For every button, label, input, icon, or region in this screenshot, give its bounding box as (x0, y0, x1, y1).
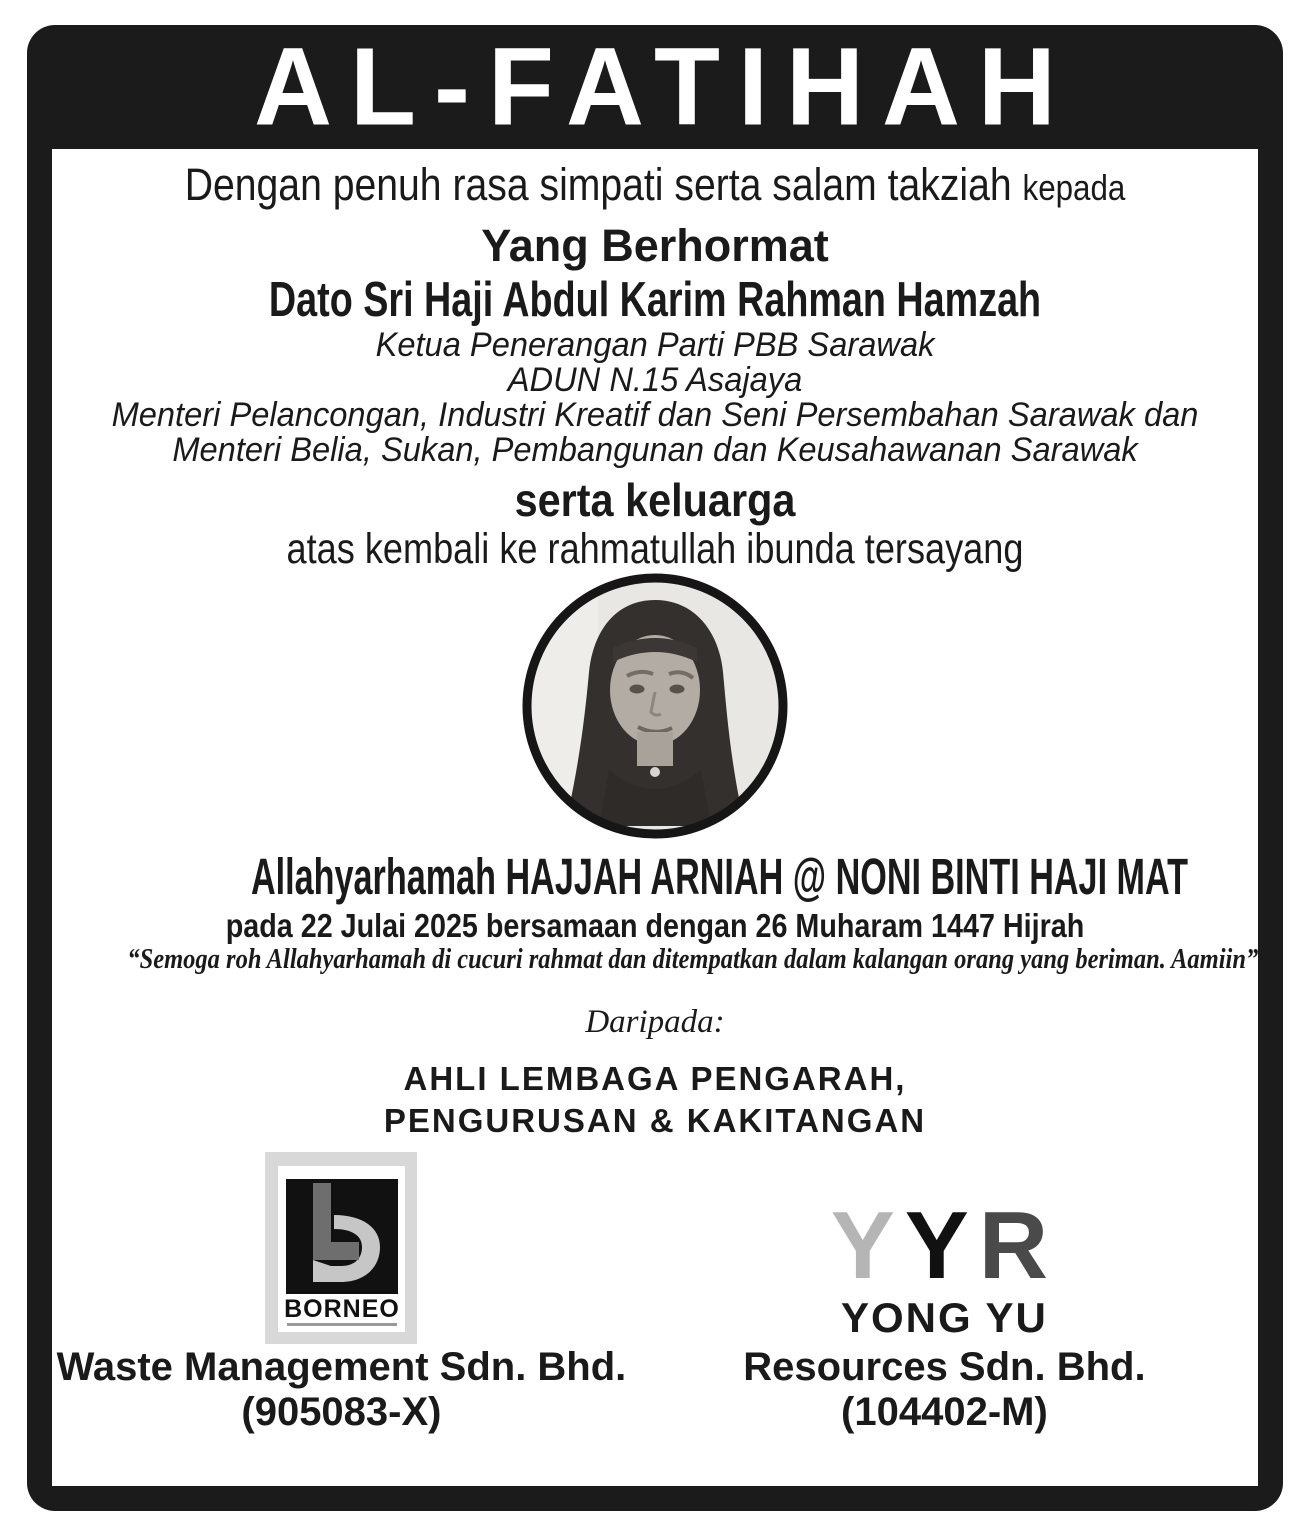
yyr-letter-y1: Y (830, 1192, 905, 1299)
occasion-line: atas kembali ke rahmatullah ibunda tersayang (286, 525, 1024, 573)
yyr-letter-y2: Y (904, 1192, 979, 1299)
yyr-logo-subtitle: YONG YU (840, 1294, 1048, 1341)
company-left-registration: (905083-X) (241, 1390, 442, 1434)
borneo-logo-text: BORNEO (284, 1295, 401, 1323)
company-right-registration: (104402-M) (841, 1390, 1048, 1434)
from-label: Daripada: (585, 1004, 725, 1040)
company-left-column (52, 1152, 631, 1434)
borneo-logo (265, 1152, 417, 1344)
deceased-portrait (519, 570, 791, 842)
prayer-line: “Semoga roh Allahyarhamah di cucuri rahmat dan ditempatkan dalam kalangan orang yang beriman. Aamiin” (127, 944, 1258, 975)
recipient-honorific: Yang Berhormat (481, 220, 829, 271)
recipient-title-3: Menteri Pelancongan, Industri Kreatif dan Seni Persembahan Sarawak dan (111, 396, 1199, 434)
recipient-title-4: Menteri Belia, Sukan, Pembangunan dan Keusahawanan Sarawak (172, 431, 1138, 469)
black-border-frame (27, 25, 1283, 1511)
company-right-column (631, 1192, 1258, 1434)
recipient-title-2: ADUN N.15 Asajaya (507, 361, 803, 399)
from-organisation-line-2: PENGURUSAN & KAKITANGAN (383, 1102, 927, 1139)
recipient-title-1: Ketua Penerangan Parti PBB Sarawak (375, 326, 935, 364)
intro-suffix: kepada (1022, 167, 1126, 208)
portrait-photo-illustration (519, 570, 791, 842)
recipient-name: Dato Sri Haji Abdul Karim Rahman Hamzah (268, 273, 1042, 327)
announcement-body (52, 149, 1258, 1486)
deceased-name: Allahyarhamah HAJJAH ARNIAH @ NONI BINTI HAJI MAT (250, 848, 1189, 905)
from-organisation-line-1: AHLI LEMBAGA PENGARAH, (403, 1060, 907, 1097)
company-left-name: Waste Management Sdn. Bhd. (56, 1345, 627, 1389)
family-line: serta keluarga (514, 474, 796, 526)
page-title: AL-FATIHAH (254, 25, 1074, 149)
companies-footer (52, 1152, 1258, 1434)
company-right-name: Resources Sdn. Bhd. (743, 1345, 1146, 1389)
yyr-letter-r: R (978, 1192, 1059, 1299)
yyr-logo (631, 1192, 1258, 1299)
header-banner (27, 25, 1283, 149)
intro-line (130, 159, 1179, 214)
borneo-logo-graphic (265, 1152, 417, 1344)
intro-main: Dengan penuh rasa simpati serta salam takziah (184, 159, 1012, 210)
deceased-date-line: pada 22 Julai 2025 bersamaan dengan 26 Muharam 1447 Hijrah (225, 907, 1085, 944)
